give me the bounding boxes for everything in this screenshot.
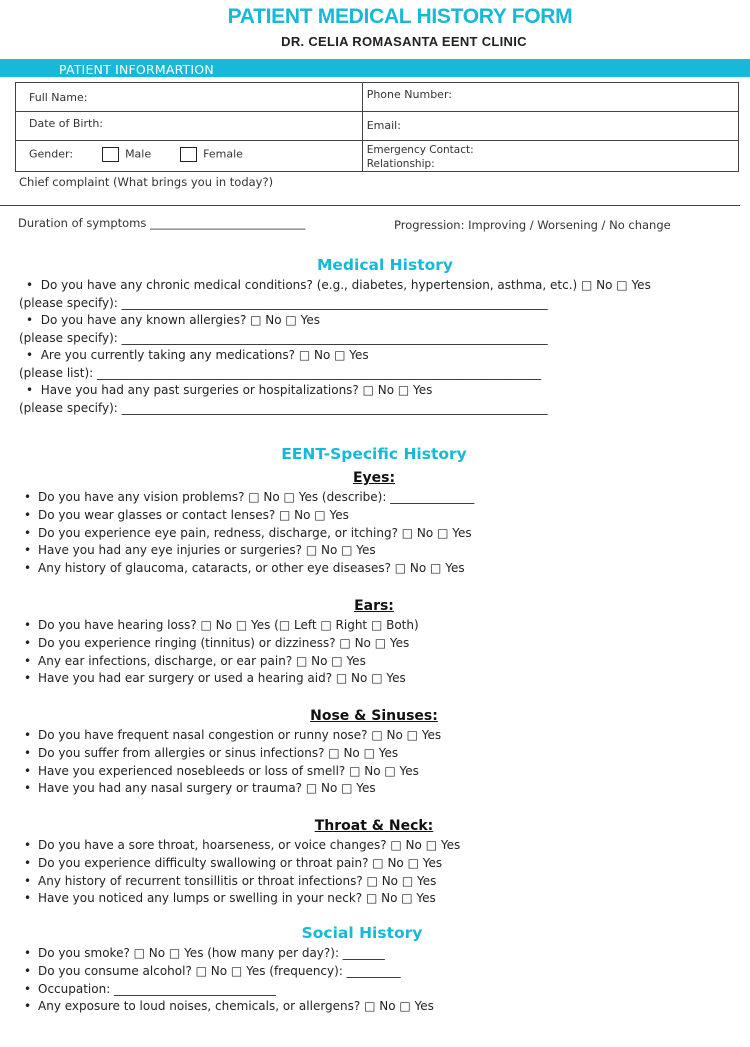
mh-allergies-question[interactable]: • Do you have any known allergies? □ No □ Yes xyxy=(26,313,320,327)
list-item[interactable]: • Occupation: ___________________________ xyxy=(24,982,434,1000)
list-item[interactable]: • Do you smoke? □ No □ Yes (how many per day?): _______ xyxy=(24,946,434,964)
nose-sinuses-questions xyxy=(24,728,441,799)
full-name-label: Full Name: xyxy=(29,91,88,104)
list-item[interactable]: • Do you suffer from allergies or sinus infections? □ No □ Yes xyxy=(24,746,441,764)
list-item[interactable]: • Any exposure to loud noises, chemicals, or allergens? □ No □ Yes xyxy=(24,999,434,1017)
date-of-birth-label: Date of Birth: xyxy=(29,117,104,130)
female-checkbox[interactable] xyxy=(180,147,197,162)
female-label: Female xyxy=(203,147,243,161)
list-item[interactable]: • Do you experience difficulty swallowing or throat pain? □ No □ Yes xyxy=(24,856,460,874)
mh-medications-list[interactable]: (please list): __________________________________________________________________________ xyxy=(19,366,541,380)
chief-complaint-line[interactable] xyxy=(0,205,740,206)
gender-field xyxy=(16,141,363,172)
phone-number-field[interactable] xyxy=(362,83,738,112)
eent-history-heading: EENT-Specific History xyxy=(281,445,467,463)
list-item[interactable]: • Do you experience ringing (tinnitus) or dizziness? □ No □ Yes xyxy=(24,636,419,654)
throat-neck-heading: Throat & Neck: xyxy=(314,818,434,834)
full-name-field[interactable] xyxy=(16,83,363,112)
ears-heading: Ears: xyxy=(354,598,394,614)
list-item[interactable]: • Do you have any vision problems? □ No □ Yes (describe): ______________ xyxy=(24,490,474,508)
duration-of-symptoms[interactable]: Duration of symptoms ___________________________ xyxy=(18,216,306,230)
social-history-questions xyxy=(24,946,434,1017)
list-item[interactable]: • Do you have frequent nasal congestion or runny nose? □ No □ Yes xyxy=(24,728,441,746)
male-label: Male xyxy=(125,147,152,161)
email-label: Email: xyxy=(366,119,401,132)
chief-complaint-label: Chief complaint (What brings you in today?) xyxy=(19,175,274,189)
mh-chronic-specify[interactable]: (please specify): _______________________________________________________________________ xyxy=(19,296,548,310)
ears-questions xyxy=(24,618,419,689)
eyes-questions xyxy=(24,490,474,579)
male-checkbox[interactable] xyxy=(102,147,119,162)
social-history-heading: Social History xyxy=(301,924,423,942)
nose-sinuses-heading: Nose & Sinuses: xyxy=(310,708,438,724)
eyes-heading: Eyes: xyxy=(352,470,396,486)
emergency-contact-field[interactable] xyxy=(362,141,738,172)
emergency-contact-label: Emergency Contact: xyxy=(366,144,474,156)
clinic-name: DR. CELIA ROMASANTA EENT CLINIC xyxy=(281,34,527,49)
list-item[interactable]: • Do you have hearing loss? □ No □ Yes (□ Left □ Right □ Both) xyxy=(24,618,419,636)
list-item[interactable]: • Any history of glaucoma, cataracts, or other eye diseases? □ No □ Yes xyxy=(24,561,474,579)
patient-info-table xyxy=(15,82,739,172)
mh-allergies-specify[interactable]: (please specify): _______________________________________________________________________ xyxy=(19,331,548,345)
list-item[interactable]: • Any history of recurrent tonsillitis or throat infections? □ No □ Yes xyxy=(24,874,460,892)
mh-surgeries-question[interactable]: • Have you had any past surgeries or hospitalizations? □ No □ Yes xyxy=(26,383,433,397)
list-item[interactable]: • Do you have a sore throat, hoarseness, or voice changes? □ No □ Yes xyxy=(24,838,460,856)
gender-label: Gender: xyxy=(29,147,74,161)
mh-medications-question[interactable]: • Are you currently taking any medications? □ No □ Yes xyxy=(26,348,369,362)
list-item[interactable]: • Any ear infections, discharge, or ear pain? □ No □ Yes xyxy=(24,654,419,672)
list-item[interactable]: • Have you had any eye injuries or surgeries? □ No □ Yes xyxy=(24,543,474,561)
relationship-label: Relationship: xyxy=(366,158,435,170)
phone-number-label: Phone Number: xyxy=(366,88,452,101)
list-item[interactable]: • Have you experienced nosebleeds or loss of smell? □ No □ Yes xyxy=(24,764,441,782)
date-of-birth-field[interactable] xyxy=(16,112,363,141)
mh-surgeries-specify[interactable]: (please specify): _______________________________________________________________________ xyxy=(19,401,548,415)
list-item[interactable]: • Do you consume alcohol? □ No □ Yes (frequency): _________ xyxy=(24,964,434,982)
throat-neck-questions xyxy=(24,838,460,909)
form-title: PATIENT MEDICAL HISTORY FORM xyxy=(227,5,573,28)
progression-options[interactable]: Progression: Improving / Worsening / No change xyxy=(394,218,671,232)
list-item[interactable]: • Have you had any nasal surgery or trauma? □ No □ Yes xyxy=(24,781,441,799)
patient-info-label: PATIENT INFORMARTION xyxy=(59,62,214,77)
patient-info-banner xyxy=(0,59,750,77)
list-item[interactable]: • Do you wear glasses or contact lenses? □ No □ Yes xyxy=(24,508,474,526)
list-item[interactable]: • Have you noticed any lumps or swelling in your neck? □ No □ Yes xyxy=(24,891,460,909)
list-item[interactable]: • Do you experience eye pain, redness, discharge, or itching? □ No □ Yes xyxy=(24,526,474,544)
list-item[interactable]: • Have you had ear surgery or used a hearing aid? □ No □ Yes xyxy=(24,671,419,689)
medical-history-heading: Medical History xyxy=(316,256,454,274)
mh-chronic-question[interactable]: • Do you have any chronic medical conditions? (e.g., diabetes, hypertension, asthma, etc.) □ No □ Yes xyxy=(26,278,651,292)
email-field[interactable] xyxy=(362,112,738,141)
